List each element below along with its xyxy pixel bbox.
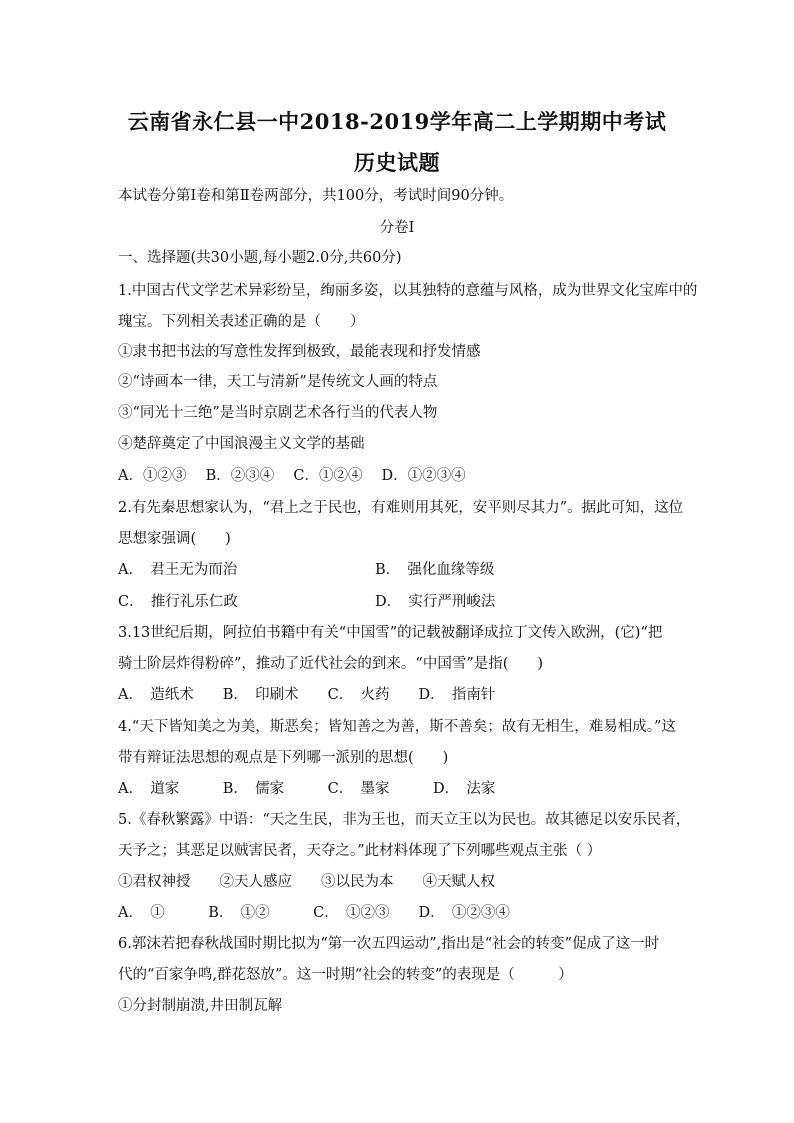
q2-option-d: D． 实行严刑峻法: [375, 594, 496, 610]
q1-item-4: ④楚辞奠定了中国浪漫主义文学的基础: [118, 436, 365, 452]
q4-stem-line1: 4.“天下皆知美之为美，斯恶矣；皆知善之为善，斯不善矣；故有无相生，难易相成。”这: [118, 719, 676, 735]
exam-intro: 本试卷分第Ⅰ卷和第Ⅱ卷两部分，共100分，考试时间90分钟。: [118, 188, 514, 204]
q4-options: A． 道家 B． 儒家 C． 墨家 D． 法家: [118, 781, 496, 797]
q1-stem-line2: 瑰宝。下列相关表述正确的是（ ）: [118, 314, 365, 330]
q1-options: A．①②③ B．②③④ C．①②④ D．①②③④: [118, 468, 466, 484]
q5-items: ①君权神授 ②天人感应 ③以民为本 ④天赋人权: [118, 874, 495, 890]
q1-item-1: ①隶书把书法的写意性发挥到极致，最能表现和抒发情感: [118, 344, 481, 360]
q1-item-2: ②“诗画本一律，天工与清新”是传统文人画的特点: [118, 374, 438, 390]
q4-stem-line2: 带有辩证法思想的观点是下列哪一派别的思想( ): [118, 750, 449, 766]
q5-stem-line1: 5.《春秋繁露》中语：“天之生民，非为王也，而天立王以为民也。故其德足以安乐民者，: [118, 812, 691, 828]
q2-option-a: A． 君王无为而治: [118, 562, 238, 578]
q2-option-b: B． 强化血缘等级: [375, 562, 495, 578]
q2-stem-line2: 思想家强调( ): [118, 531, 231, 547]
q3-options: A． 造纸术 B． 印刷术 C． 火药 D． 指南针: [118, 687, 496, 703]
q1-item-3: ③“同光十三绝”是当时京剧艺术各行当的代表人物: [118, 405, 438, 421]
q6-stem-line2: 代的“百家争鸣,群花怒放”。这一时期“社会的转变”的表现是（ ）: [118, 967, 573, 983]
q5-stem-line2: 天予之；其恶足以贼害民者，天夺之。”此材料体现了下列哪些观点主张（ ）: [118, 843, 602, 859]
q6-item-1: ①分封制崩溃,井田制瓦解: [118, 998, 283, 1014]
q3-stem-line2: 骑士阶层炸得粉碎”，推动了近代社会的到来。“中国雪”是指( ): [118, 656, 544, 672]
q3-stem-line1: 3.13世纪后期，阿拉伯书籍中有关“中国雪”的记载被翻译成拉丁文传入欧洲，(它)“把: [118, 625, 663, 641]
q5-options: A． ① B． ①② C． ①②③ D． ①②③④: [118, 905, 510, 921]
q2-option-c: C． 推行礼乐仁政: [118, 594, 238, 610]
part-heading: 一、选择题(共30小题,每小题2.0分,共60分): [118, 250, 402, 266]
exam-title: 云南省永仁县一中2018-2019学年高二上学期期中考试: [127, 109, 667, 134]
exam-subtitle: 历史试题: [354, 150, 440, 175]
section-label: 分卷I: [379, 220, 415, 236]
q2-stem-line1: 2.有先秦思想家认为，“君上之于民也，有难则用其死，安平则尽其力”。据此可知，这位: [118, 500, 684, 516]
q6-stem-line1: 6.郭沫若把春秋战国时期比拟为“第一次五四运动”,指出是“社会的转变”促成了这一时: [118, 936, 660, 952]
q1-stem-line1: 1.中国古代文学艺术异彩纷呈，绚丽多姿，以其独特的意蕴与风格，成为世界文化宝库中的: [118, 283, 698, 299]
